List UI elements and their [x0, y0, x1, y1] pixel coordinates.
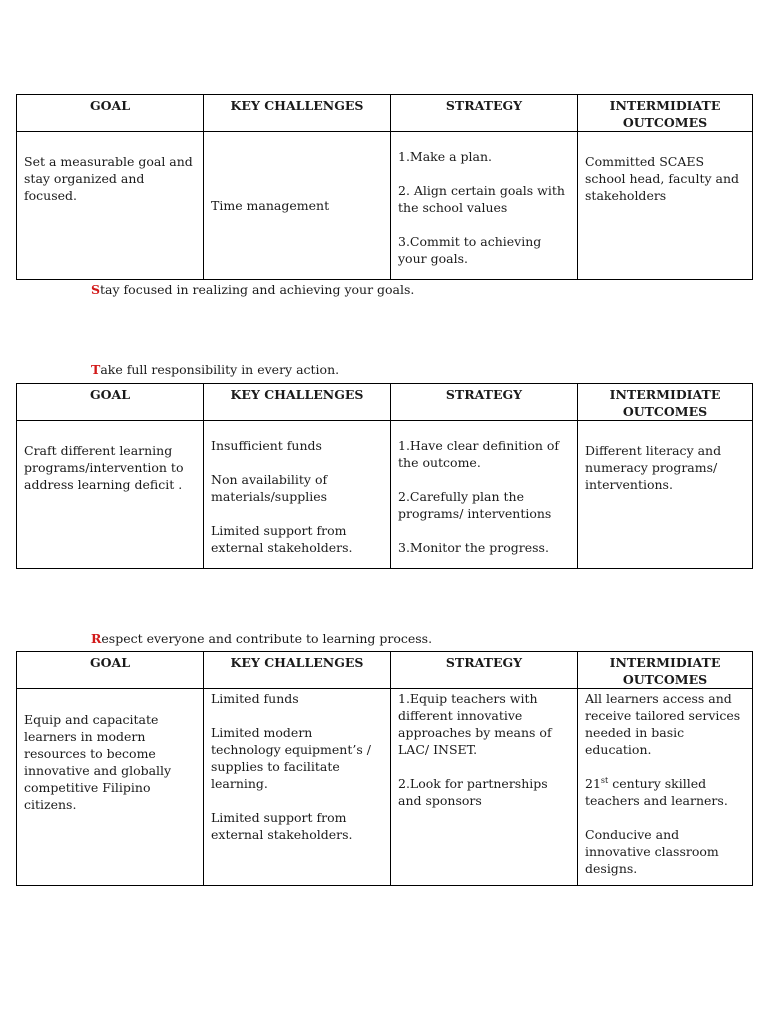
- outcome-text: teachers and learners.: [585, 793, 728, 808]
- strategy-item: 2. Align certain goals with the school values: [398, 182, 565, 215]
- goals-table-3: [16, 651, 753, 886]
- section-heading-take-responsibility: [91, 361, 339, 378]
- challenges-cell: [204, 421, 391, 569]
- challenge-item: Limited support from external stakeholders.: [211, 522, 353, 555]
- challenge-item: Insufficient funds: [211, 437, 322, 453]
- heading-text: espect everyone and contribute to learning process.: [101, 631, 433, 646]
- heading-text: ake full responsibility in every action.: [100, 362, 340, 377]
- strategy-item: 1.Equip teachers with different innovative approaches by means of LAC/ INSET.: [398, 691, 552, 757]
- challenge-item: Limited support from external stakeholders.: [211, 810, 353, 842]
- heading-initial: S: [91, 282, 101, 297]
- header-goal: GOAL: [17, 384, 204, 421]
- header-goal: GOAL: [17, 652, 204, 689]
- table-header-row: [17, 95, 753, 132]
- table-row: [17, 689, 753, 886]
- strategy-cell: [391, 421, 578, 569]
- table-header-row: [17, 652, 753, 689]
- header-strategy: STRATEGY: [391, 384, 578, 421]
- strategy-cell: [391, 132, 578, 280]
- outcome-item: All learners access and receive tailored services needed in basic education.: [585, 691, 741, 757]
- outcomes-cell: [578, 132, 753, 280]
- table-header-row: [17, 384, 753, 421]
- goal-cell: [17, 132, 204, 280]
- outcome-item-21st-century: [585, 775, 745, 809]
- outcomes-cell: [578, 421, 753, 569]
- challenges-cell: [204, 132, 391, 280]
- header-intermediate-outcomes: INTERMIDIATE OUTCOMES: [578, 95, 753, 132]
- strategy-item: 2.Carefully plan the programs/ interventions: [398, 488, 552, 521]
- header-intermediate-outcomes: INTERMIDIATE OUTCOMES: [578, 652, 753, 689]
- heading-text: tay focused in realizing and achieving your goals.: [100, 282, 415, 297]
- challenge-item: Non availability of materials/supplies: [211, 471, 328, 504]
- goal-cell: [17, 689, 204, 886]
- outcome-text: century skilled: [608, 776, 707, 791]
- heading-initial: T: [91, 362, 101, 377]
- outcome-ordinal-suffix: st: [600, 775, 609, 785]
- outcome-number: 21: [585, 776, 601, 791]
- strategy-cell: [391, 689, 578, 886]
- outcome-item: Conducive and innovative classroom designs.: [585, 827, 719, 876]
- strategy-item: 2.Look for partnerships and sponsors: [398, 776, 548, 808]
- goal-cell: [17, 421, 204, 569]
- strategy-item: 3.Commit to achieving your goals.: [398, 233, 542, 266]
- table-row: [17, 421, 753, 569]
- challenge-item: Time management: [211, 198, 330, 213]
- challenges-cell: [204, 689, 391, 886]
- header-strategy: STRATEGY: [391, 652, 578, 689]
- header-strategy: STRATEGY: [391, 95, 578, 132]
- goal-text: Craft different learning programs/intervention to address learning deficit .: [24, 442, 184, 492]
- header-key-challenges: KEY CHALLENGES: [204, 652, 391, 689]
- header-key-challenges: KEY CHALLENGES: [204, 384, 391, 421]
- outcomes-cell: [578, 689, 753, 886]
- goal-text: Equip and capacitate learners in modern resources to become innovative and globally competitive Filipino citizens.: [24, 711, 172, 812]
- strategy-item: 1.Make a plan.: [398, 148, 493, 164]
- goal-text: Set a measurable goal and stay organized and focused.: [24, 153, 193, 203]
- header-intermediate-outcomes: INTERMIDIATE OUTCOMES: [578, 384, 753, 421]
- section-heading-respect-everyone: [91, 630, 432, 647]
- challenge-item: Limited funds: [211, 691, 299, 706]
- table-row: [17, 132, 753, 280]
- goals-table-1: [16, 94, 753, 280]
- outcome-item: Different literacy and numeracy programs/ interventions.: [585, 442, 722, 492]
- section-heading-stay-focused: [91, 281, 414, 298]
- challenge-item: Limited modern technology equipment’s / supplies to facilitate learning.: [211, 725, 371, 791]
- header-goal: GOAL: [17, 95, 204, 132]
- strategy-item: 3.Monitor the progress.: [398, 539, 549, 555]
- outcome-item: Committed SCAES school head, faculty and stakeholders: [585, 153, 740, 203]
- heading-initial: R: [91, 631, 102, 646]
- header-key-challenges: KEY CHALLENGES: [204, 95, 391, 132]
- goals-table-2: [16, 383, 753, 569]
- strategy-item: 1.Have clear definition of the outcome.: [398, 437, 560, 470]
